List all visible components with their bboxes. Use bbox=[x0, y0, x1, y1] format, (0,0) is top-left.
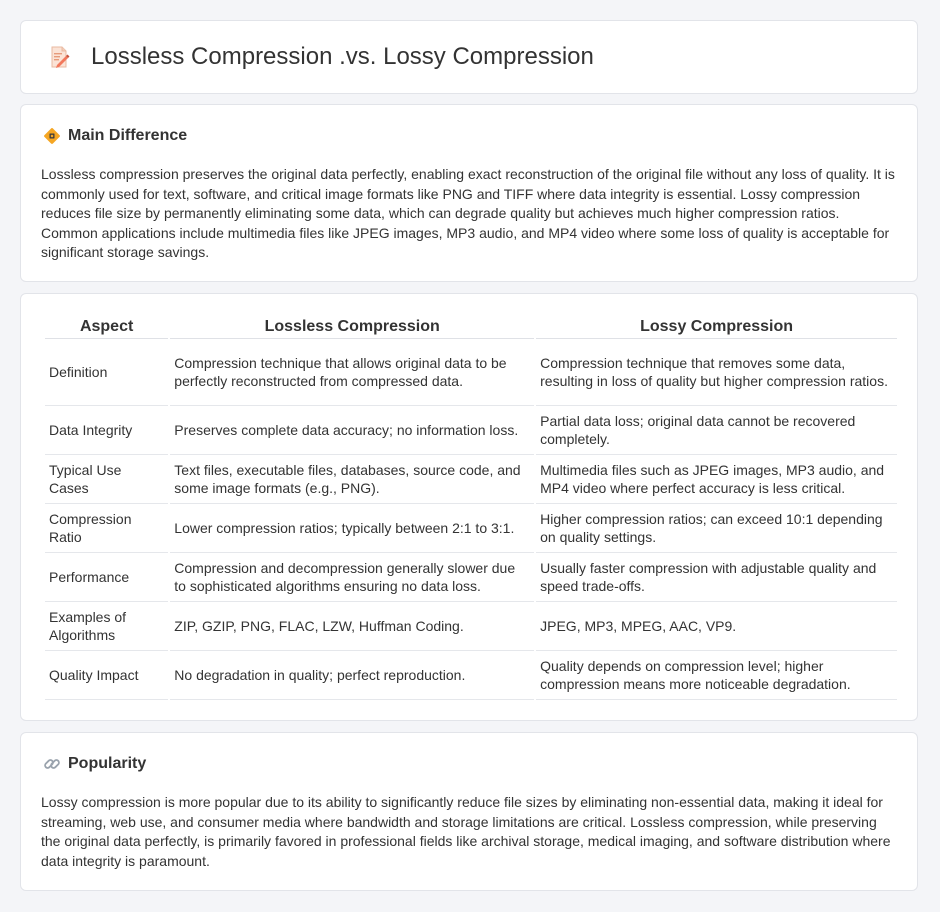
header-aspect: Aspect bbox=[45, 316, 168, 339]
table-row bbox=[45, 339, 897, 406]
comparison-table bbox=[43, 316, 899, 700]
aspect-cell: Examples of Algorithms bbox=[45, 602, 168, 651]
aspect-cell: Definition bbox=[45, 339, 168, 406]
header-lossless: Lossless Compression bbox=[170, 316, 534, 339]
lossless-cell: No degradation in quality; perfect reproduction. bbox=[170, 651, 534, 700]
popularity-text: Lossy compression is more popular due to its ability to significantly reduce file sizes by eliminating non-essential data, making it ideal for streaming, web use, and consumer media where bandwidth and storage limitations are critical. Lossless compression, while preserving the original data perfectly, is primarily favored in professional fields like archival storage, medical imaging, and software distribution where data integrity is paramount. bbox=[41, 794, 891, 869]
lossy-cell: Compression technique that removes some data, resulting in loss of quality but higher compression ratios. bbox=[536, 339, 897, 406]
page-title: Lossless Compression .vs. Lossy Compression bbox=[91, 43, 594, 70]
lossy-cell: Partial data loss; original data cannot be recovered completely. bbox=[536, 406, 897, 455]
main-difference-section bbox=[20, 104, 918, 282]
lossy-cell: JPEG, MP3, MPEG, AAC, VP9. bbox=[536, 602, 897, 651]
lossless-cell: Text files, executable files, databases, source code, and some image formats (e.g., PNG). bbox=[170, 455, 534, 504]
title-card bbox=[20, 20, 918, 94]
lossy-cell: Usually faster compression with adjustable quality and speed trade-offs. bbox=[536, 553, 897, 602]
lossy-cell: Quality depends on compression level; higher compression means more noticeable degradation. bbox=[536, 651, 897, 700]
main-difference-text: Lossless compression preserves the original data perfectly, enabling exact reconstruction of the original file without any loss of quality. It is commonly used for text, software, and critical image formats like PNG and TIFF where data integrity is essential. Lossy compression reduces file size by permanently eliminating some data, which can degrade quality but achieves much higher compression ratios. Common applications include multimedia files like JPEG images, MP3 audio, and MP4 video where some loss of quality is acceptable for significant storage savings. bbox=[41, 166, 895, 260]
lossless-cell: ZIP, GZIP, PNG, FLAC, LZW, Huffman Coding. bbox=[170, 602, 534, 651]
comparison-section bbox=[20, 293, 918, 721]
table-row bbox=[45, 455, 897, 504]
table-row bbox=[45, 553, 897, 602]
table-row bbox=[45, 504, 897, 553]
popularity-section bbox=[20, 732, 918, 891]
main-difference-heading: Main Difference bbox=[68, 127, 188, 144]
aspect-cell: Compression Ratio bbox=[45, 504, 168, 553]
table-row bbox=[45, 602, 897, 651]
header-lossy: Lossy Compression bbox=[536, 316, 897, 339]
aspect-cell: Typical Use Cases bbox=[45, 455, 168, 504]
lossy-cell: Higher compression ratios; can exceed 10:1 depending on quality settings. bbox=[536, 504, 897, 553]
table-row bbox=[45, 406, 897, 455]
document-pen-icon bbox=[47, 45, 71, 69]
popularity-heading: Popularity bbox=[68, 755, 147, 772]
diamond-sign-icon bbox=[43, 127, 61, 145]
aspect-cell: Performance bbox=[45, 553, 168, 602]
lossy-cell: Multimedia files such as JPEG images, MP3 audio, and MP4 video where perfect accuracy is less critical. bbox=[536, 455, 897, 504]
aspect-cell: Quality Impact bbox=[45, 651, 168, 700]
link-icon bbox=[43, 755, 61, 773]
lossless-cell: Preserves complete data accuracy; no information loss. bbox=[170, 406, 534, 455]
lossless-cell: Compression technique that allows original data to be perfectly reconstructed from compressed data. bbox=[170, 339, 534, 406]
aspect-cell: Data Integrity bbox=[45, 406, 168, 455]
lossless-cell: Lower compression ratios; typically between 2:1 to 3:1. bbox=[170, 504, 534, 553]
lossless-cell: Compression and decompression generally slower due to sophisticated algorithms ensuring no data loss. bbox=[170, 553, 534, 602]
table-row bbox=[45, 651, 897, 700]
